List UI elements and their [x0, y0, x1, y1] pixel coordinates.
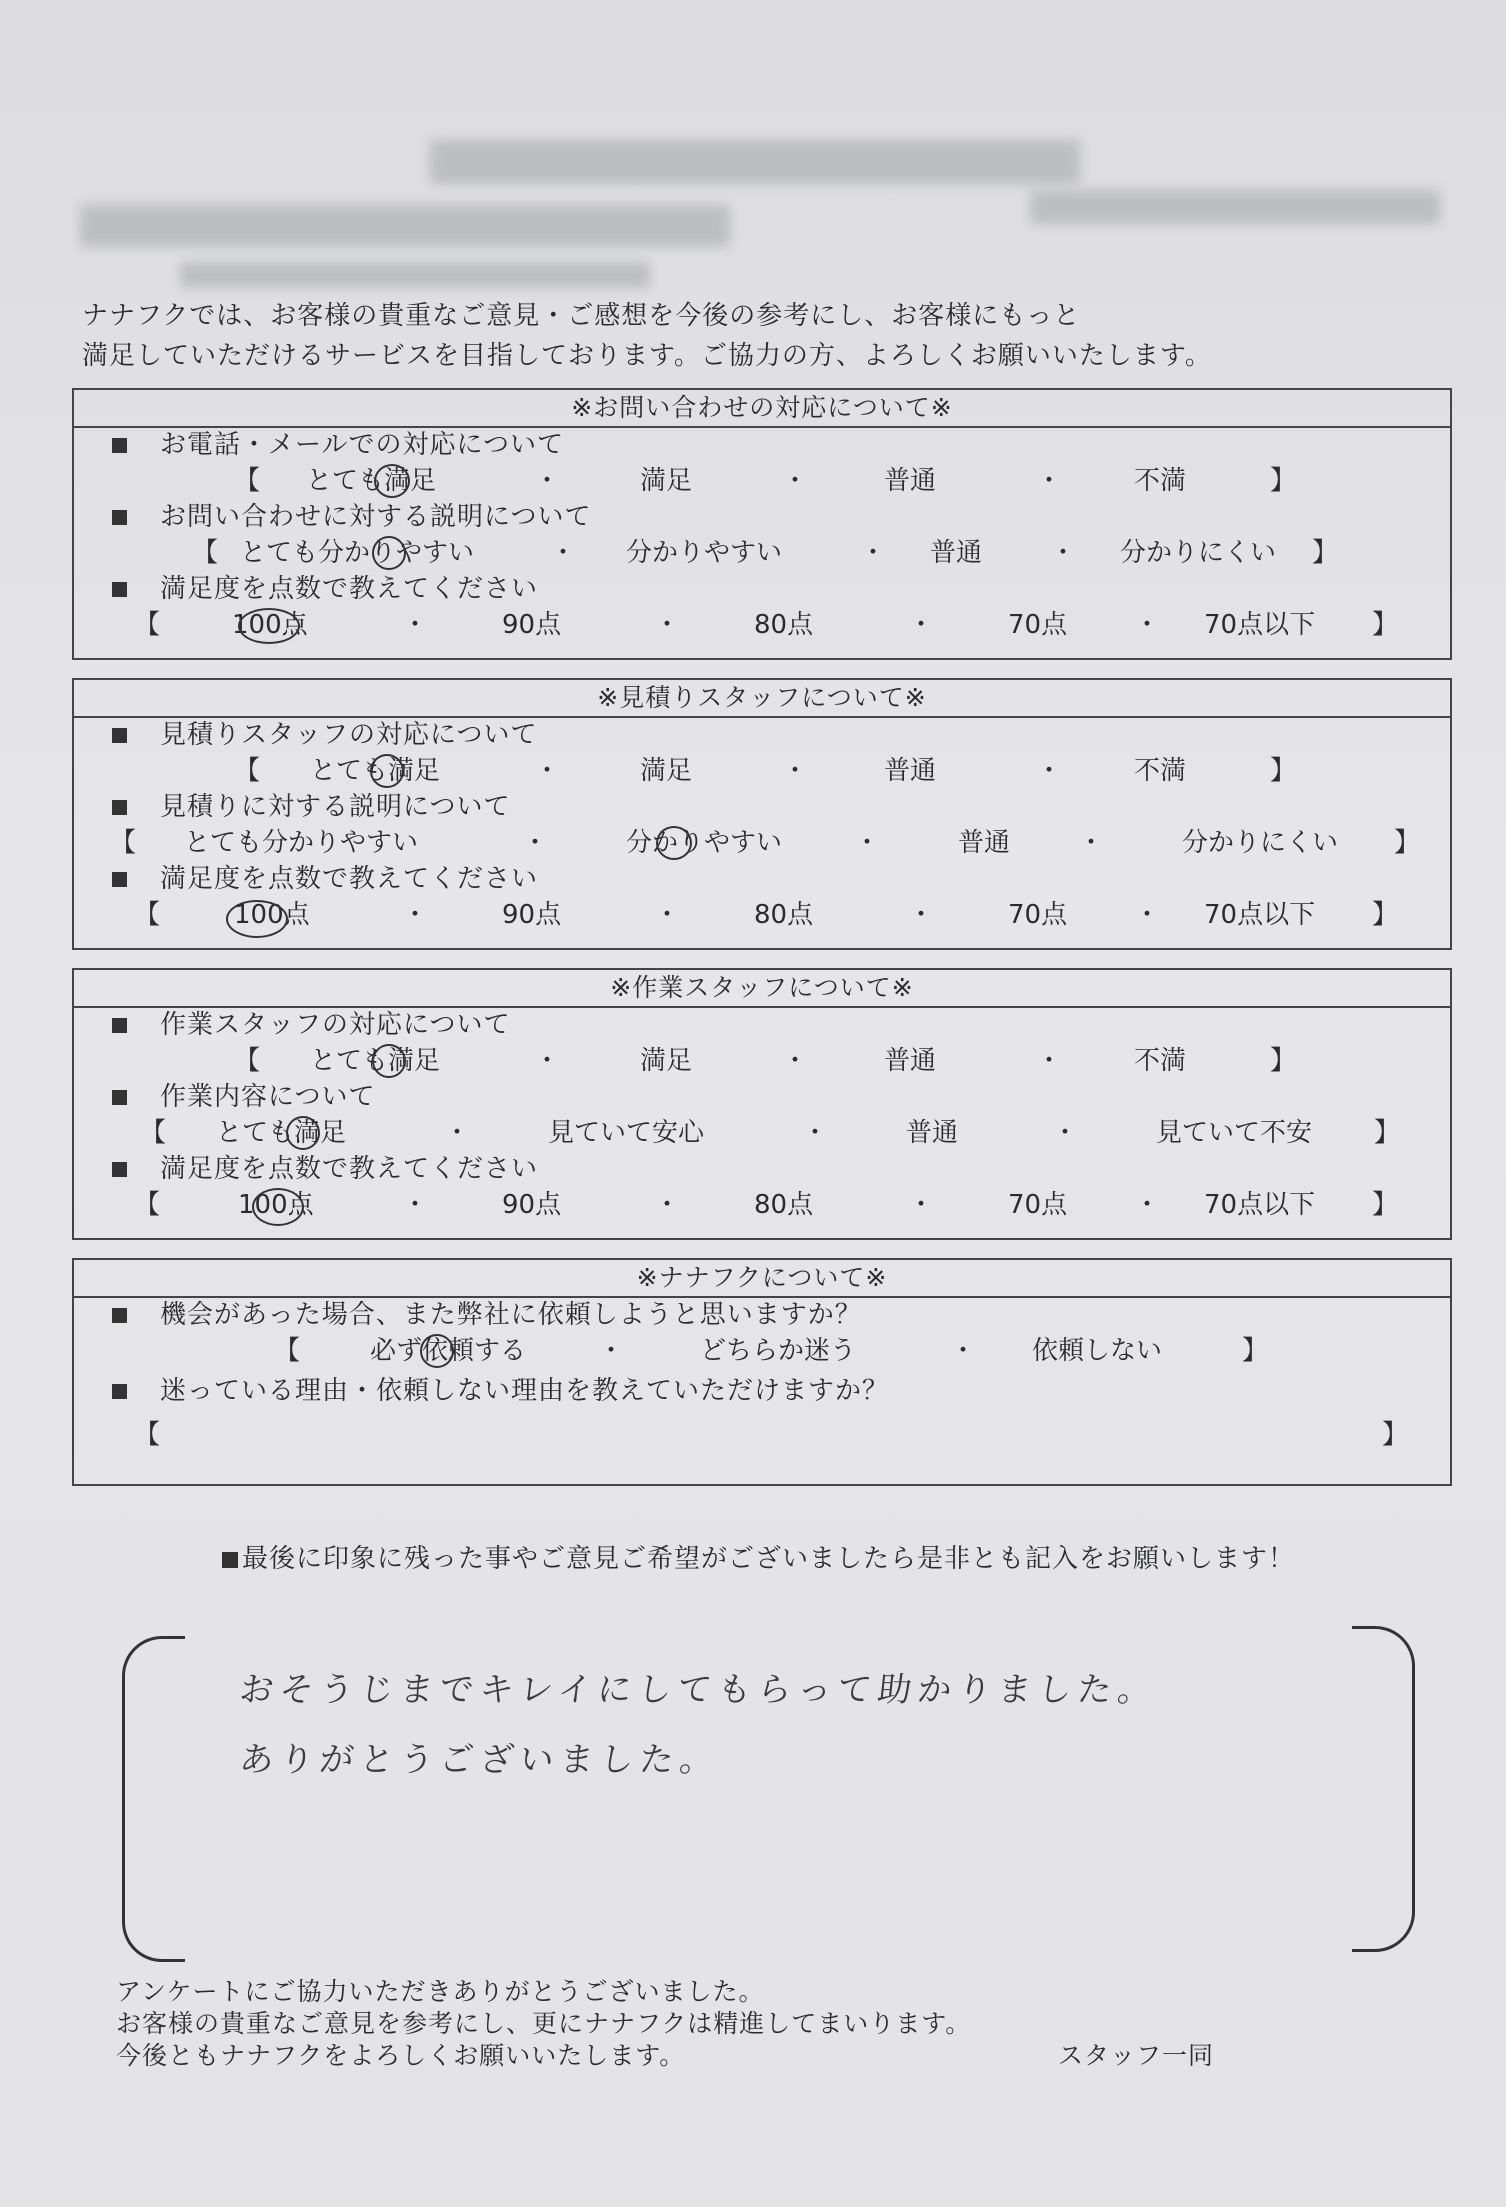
bracket-close: 】 [1270, 756, 1297, 786]
bracket-close: 】 [1270, 466, 1297, 496]
bracket-open: 【 [134, 610, 161, 640]
separator: ・ [782, 1046, 809, 1076]
option-row [74, 534, 1450, 572]
option-definitely[interactable]: 必ず依頼する [370, 1336, 527, 1366]
separator: ・ [402, 610, 429, 640]
intro-line-2: 満足していただけるサービスを目指しております。ご協力の方、よろしくお願いいたします。 [82, 341, 1212, 371]
bullet-square-icon [112, 728, 127, 743]
option-row [74, 1114, 1450, 1152]
bracket-close: 】 [1270, 1046, 1297, 1076]
section-title: ※見積りスタッフについて※ [74, 680, 1450, 718]
option-90[interactable]: 90点 [502, 610, 562, 640]
separator: ・ [1036, 756, 1063, 786]
comment-bracket-right [1352, 1626, 1415, 1952]
bullet-square-icon [112, 510, 127, 525]
option-100[interactable]: 100点 [234, 900, 310, 930]
option-80[interactable]: 80点 [754, 900, 814, 930]
option-satisfied[interactable]: 満足 [640, 466, 693, 496]
selection-circle [656, 826, 692, 860]
question [74, 1298, 1450, 1332]
option-undecided[interactable]: どちらか迷う [700, 1336, 857, 1366]
separator: ・ [1078, 828, 1105, 858]
option-70[interactable]: 70点 [1008, 900, 1068, 930]
section-title: ※作業スタッフについて※ [74, 970, 1450, 1008]
selection-circle [374, 464, 410, 498]
separator: ・ [1052, 1118, 1079, 1148]
bullet-square-icon [112, 800, 127, 815]
option-under-70[interactable]: 70点以下 [1204, 610, 1316, 640]
bullet-square-icon [112, 1384, 127, 1399]
option-clear[interactable]: 分かりやすい [626, 828, 783, 858]
separator: ・ [1134, 900, 1161, 930]
section-inquiry [72, 388, 1452, 660]
option-under-70[interactable]: 70点以下 [1204, 900, 1316, 930]
separator: ・ [802, 1118, 829, 1148]
separator: ・ [950, 1336, 977, 1366]
option-100[interactable]: 100点 [238, 1190, 314, 1220]
separator: ・ [534, 756, 561, 786]
question-text: 迷っている理由・依頼しない理由を教えていただけますか？ [160, 1376, 890, 1406]
option-will-not[interactable]: 依頼しない [1032, 1336, 1163, 1366]
option-clear[interactable]: 分かりやすい [626, 538, 783, 568]
bracket-close: 】 [1374, 1118, 1401, 1148]
option-70[interactable]: 70点 [1008, 610, 1068, 640]
question [74, 790, 1450, 824]
bullet-square-icon [112, 872, 127, 887]
staff-signature: スタッフ一同 [1058, 2041, 1215, 2070]
closing-line-2: お客様の貴重なご意見を参考にし、更にナナフクは精進してまいります。 [116, 2009, 972, 2038]
handwritten-comment-line-1: おそうじまでキレイにしてもらって助かりました。 [237, 1670, 1160, 1710]
separator: ・ [534, 1046, 561, 1076]
question [74, 500, 1450, 534]
closing-line-3: 今後ともナナフクをよろしくお願いいたします。 [116, 2041, 686, 2070]
bracket-open: 【 [234, 1046, 261, 1076]
final-comment-text: 最後に印象に残った事やご意見ご希望がございましたら是非とも記入をお願いします！ [242, 1544, 1296, 1574]
option-row [74, 1332, 1450, 1370]
separator: ・ [1134, 610, 1161, 640]
final-comment-prompt [222, 1538, 1295, 1575]
option-anxious[interactable]: 見ていて不安 [1156, 1118, 1313, 1148]
bracket-close: 】 [1394, 828, 1421, 858]
section-nanafuku [72, 1258, 1452, 1486]
separator: ・ [1134, 1190, 1161, 1220]
question-text: お電話・メールでの対応について [160, 430, 564, 460]
bracket-close: 】 [1382, 1420, 1409, 1450]
question [74, 1080, 1450, 1114]
option-satisfied[interactable]: 満足 [640, 1046, 693, 1076]
question-text: 見積りに対する説明について [160, 792, 511, 822]
separator: ・ [854, 828, 881, 858]
section-estimate-staff [72, 678, 1452, 950]
option-very-satisfied[interactable]: とても満足 [310, 1046, 441, 1076]
separator: ・ [522, 828, 549, 858]
bracket-open: 【 [134, 1420, 161, 1450]
closing-message [116, 1976, 971, 2072]
question-text: 満足度を点数で教えてください [160, 1154, 539, 1184]
separator: ・ [908, 610, 935, 640]
separator: ・ [534, 466, 561, 496]
bracket-close: 】 [1312, 538, 1339, 568]
option-row [74, 824, 1450, 862]
bracket-open: 【 [234, 466, 261, 496]
option-normal[interactable]: 普通 [884, 1046, 937, 1076]
bullet-square-icon [112, 438, 127, 453]
bracket-open: 【 [234, 756, 261, 786]
option-under-70[interactable]: 70点以下 [1204, 1190, 1316, 1220]
selection-circle [238, 608, 300, 644]
handwritten-comment-line-2: ありがとうございました。 [237, 1740, 722, 1780]
redacted-customer-info [80, 205, 730, 247]
option-normal[interactable]: 普通 [884, 756, 937, 786]
redacted-customer-info-2 [180, 262, 650, 288]
bracket-close: 】 [1372, 1190, 1399, 1220]
question-text: お問い合わせに対する説明について [160, 502, 592, 532]
option-row [74, 896, 1450, 934]
bracket-close: 】 [1372, 900, 1399, 930]
selection-circle [372, 536, 406, 570]
question-text: 機会があった場合、また弊社に依頼しようと思いますか？ [160, 1300, 862, 1330]
bracket-open: 【 [110, 828, 137, 858]
redacted-title [430, 140, 1080, 184]
selection-circle [372, 1044, 406, 1078]
separator: ・ [782, 756, 809, 786]
separator: ・ [908, 1190, 935, 1220]
option-80[interactable]: 80点 [754, 1190, 814, 1220]
separator: ・ [654, 900, 681, 930]
question-text: 満足度を点数で教えてください [160, 864, 539, 894]
comment-bracket-left [122, 1636, 185, 1962]
question-text: 作業内容について [160, 1082, 376, 1112]
option-very-clear[interactable]: とても分かりやすい [184, 828, 419, 858]
option-70[interactable]: 70点 [1008, 1190, 1068, 1220]
question [74, 572, 1450, 606]
selection-circle [252, 1188, 304, 1226]
option-normal[interactable]: 普通 [930, 538, 983, 568]
question-text: 作業スタッフの対応について [160, 1010, 511, 1040]
selection-circle [370, 754, 404, 788]
option-row [74, 1042, 1450, 1080]
bracket-open: 【 [140, 1118, 167, 1148]
option-unclear[interactable]: 分かりにくい [1120, 538, 1277, 568]
bullet-square-icon [112, 582, 127, 597]
question-text: 満足度を点数で教えてください [160, 574, 539, 604]
intro-line-1: ナナフクでは、お客様の貴重なご意見・ご感想を今後の参考にし、お客様にもっと [82, 301, 1081, 331]
option-row [74, 1186, 1450, 1224]
bullet-square-icon [112, 1018, 127, 1033]
separator: ・ [908, 900, 935, 930]
separator: ・ [402, 900, 429, 930]
option-normal[interactable]: 普通 [958, 828, 1011, 858]
redacted-date [1030, 190, 1440, 224]
bullet-square-icon [112, 1308, 127, 1323]
separator: ・ [1050, 538, 1077, 568]
option-90[interactable]: 90点 [502, 900, 562, 930]
option-row [74, 462, 1450, 500]
selection-circle [226, 900, 288, 938]
bullet-square-icon [222, 1552, 238, 1568]
separator: ・ [402, 1190, 429, 1220]
option-normal[interactable]: 普通 [906, 1118, 959, 1148]
question [74, 428, 1450, 462]
question [74, 718, 1450, 752]
separator: ・ [1036, 466, 1063, 496]
separator: ・ [1036, 1046, 1063, 1076]
option-very-satisfied[interactable]: とても満足 [216, 1118, 347, 1148]
question [74, 1008, 1450, 1042]
question [74, 1152, 1450, 1186]
option-100[interactable]: 100点 [232, 610, 308, 640]
separator: ・ [654, 1190, 681, 1220]
separator: ・ [550, 538, 577, 568]
bracket-open: 【 [134, 900, 161, 930]
option-unsatisfied[interactable]: 不満 [1134, 466, 1187, 496]
reason-field[interactable] [74, 1416, 1450, 1454]
section-work-staff [72, 968, 1452, 1240]
bracket-open: 【 [134, 1190, 161, 1220]
option-satisfied[interactable]: 満足 [640, 756, 693, 786]
question [74, 862, 1450, 896]
question [74, 1374, 1450, 1408]
section-title: ※お問い合わせの対応について※ [74, 390, 1450, 428]
option-normal[interactable]: 普通 [884, 466, 937, 496]
bullet-square-icon [112, 1090, 127, 1105]
selection-circle [420, 1334, 454, 1368]
option-very-satisfied[interactable]: とても満足 [306, 466, 437, 496]
closing-line-1: アンケートにご協力いただきありがとうございました。 [116, 1977, 765, 2006]
option-reassured[interactable]: 見ていて安心 [548, 1118, 705, 1148]
option-unsatisfied[interactable]: 不満 [1134, 1046, 1187, 1076]
question-text: 見積りスタッフの対応について [160, 720, 538, 750]
option-very-clear[interactable]: とても分かりやすい [240, 538, 475, 568]
section-title: ※ナナフクについて※ [74, 1260, 1450, 1298]
option-80[interactable]: 80点 [754, 610, 814, 640]
bracket-close: 】 [1372, 610, 1399, 640]
separator: ・ [782, 466, 809, 496]
option-unsatisfied[interactable]: 不満 [1134, 756, 1187, 786]
separator: ・ [860, 538, 887, 568]
bracket-open: 【 [192, 538, 219, 568]
option-very-satisfied[interactable]: とても満足 [310, 756, 441, 786]
option-unclear[interactable]: 分かりにくい [1182, 828, 1339, 858]
intro-text [82, 296, 1212, 376]
separator: ・ [654, 610, 681, 640]
bullet-square-icon [112, 1162, 127, 1177]
bracket-open: 【 [274, 1336, 301, 1366]
option-row [74, 752, 1450, 790]
separator: ・ [444, 1118, 471, 1148]
option-row [74, 606, 1450, 644]
selection-circle [286, 1116, 320, 1150]
bracket-close: 】 [1242, 1336, 1269, 1366]
separator: ・ [598, 1336, 625, 1366]
option-90[interactable]: 90点 [502, 1190, 562, 1220]
